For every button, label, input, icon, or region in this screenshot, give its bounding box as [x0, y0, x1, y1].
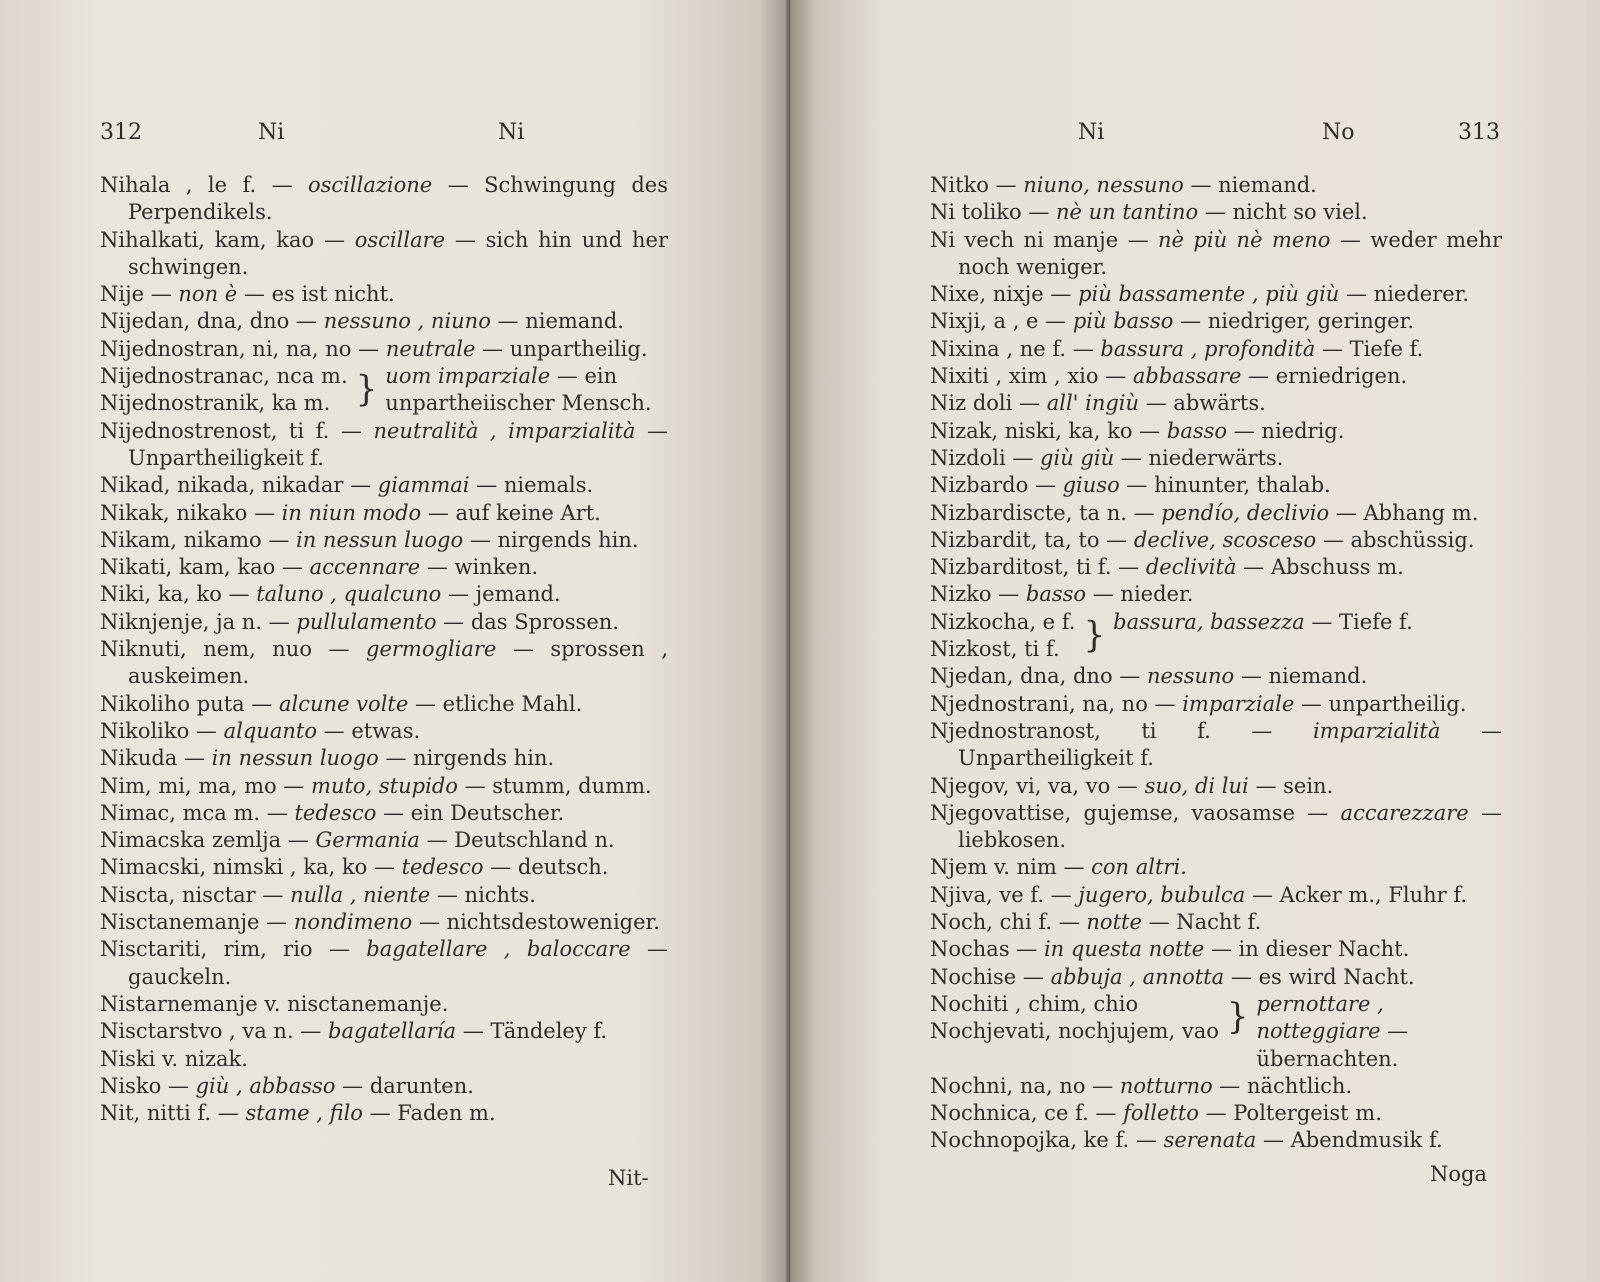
dictionary-entry [100, 636, 668, 691]
entry-headword: Ni toliko — [930, 200, 1050, 225]
catchword: Noga [1430, 1162, 1487, 1186]
entry-german: — winken. [426, 555, 539, 580]
dictionary-entry [100, 1018, 668, 1045]
entry-german: — Unpartheiligkeit f. [128, 418, 669, 470]
entry-headword: Nochnopojka, ke f. — [930, 1128, 1157, 1153]
dictionary-entry [930, 936, 1502, 963]
entry-headword: Nikad, nikada, nikadar — [100, 473, 372, 498]
entry-german: — sein. [1255, 773, 1334, 798]
entry-italian: muto, stupido [311, 773, 458, 798]
entry-italian: accennare [309, 555, 421, 580]
dictionary-entry [930, 418, 1502, 445]
entry-headword: Nistarnemanje v. nisctanemanje. [100, 991, 449, 1016]
entry-german: — abschüssig. [1322, 527, 1475, 552]
entry-italian: abbuja , annotta [1050, 964, 1225, 989]
dictionary-entry [930, 964, 1502, 991]
entry-headword: Nijednostranik, ka m. [100, 391, 331, 416]
entry-headword: Nihala , le f. — [100, 173, 293, 197]
entry-italian: giuso [1062, 473, 1120, 498]
entry-headword: Nisko — [100, 1073, 189, 1098]
entry-headword: Niknuti, nem, nuo — [100, 637, 350, 662]
entry-headword: Nochas — [930, 937, 1038, 962]
entry-headword: Njegov, vi, va, vo — [930, 773, 1138, 798]
entry-italian: all' ingiù [1046, 391, 1140, 416]
entry-german: — deutsch. [490, 855, 609, 880]
left-page [0, 0, 790, 1282]
entry-headword: Noch, chi f. — [930, 910, 1080, 935]
running-header-right: No [1322, 120, 1355, 145]
dictionary-entry [930, 445, 1502, 472]
entry-headword: Nizkost, ti f. [930, 637, 1060, 662]
entry-headword: Nizbarditost, ti f. — [930, 555, 1140, 580]
entry-headword: Nimacska zemlja — [100, 828, 309, 853]
entry-headword: Ni vech ni manje — [930, 227, 1149, 252]
entry-headword: Njedan, dna, dno — [930, 664, 1141, 689]
dictionary-entry [930, 1127, 1502, 1154]
entry-headword: Nizak, niski, ka, ko — [930, 418, 1161, 443]
entry-headword: Nixe, nixje — [930, 282, 1072, 307]
entry-german: — es wird Nacht. [1230, 964, 1415, 989]
entry-italian: neutralità , imparzialità [373, 418, 636, 443]
entry-italian: nè un tantino [1056, 200, 1199, 225]
dictionary-entry [930, 336, 1502, 363]
right-page [790, 0, 1600, 1282]
dictionary-entry [930, 1073, 1502, 1100]
dictionary-entry [100, 991, 668, 1018]
dictionary-entry [100, 854, 668, 881]
entry-headword: Niknjenje, ja n. — [100, 609, 290, 634]
entry-german: — nicht so viel. [1204, 200, 1368, 225]
entry-german: — Tiefe f. [1321, 336, 1424, 361]
entry-headword: Niscta, nisctar — [100, 882, 284, 907]
dictionary-entry [930, 909, 1502, 936]
entry-headword: Nimacski, nimski , ka, ko — [100, 855, 395, 880]
entry-italian: suo, di lui [1144, 773, 1249, 798]
entry-italian: in questa notte [1043, 937, 1205, 962]
entry-german: — niederer. [1346, 282, 1470, 307]
entry-italian: germogliare [366, 637, 497, 662]
dictionary-entry [930, 308, 1502, 335]
dictionary-entry [100, 936, 668, 991]
entry-german: — nächtlich. [1219, 1073, 1353, 1098]
entry-italian: Germania [315, 828, 420, 853]
entry-italian: bassura , profondità [1100, 336, 1316, 361]
entry-italian: nondimeno [293, 910, 413, 935]
entry-german: — niedriger, geringer. [1180, 309, 1415, 334]
entry-german: — erniedrigen. [1248, 364, 1408, 389]
entry-headword: Nijednostranac, nca m. [100, 364, 348, 389]
entry-german: — stumm, dumm. [464, 773, 652, 798]
entry-german: — es ist nicht. [243, 282, 395, 307]
entry-headword: Njegovattise, gujemse, vaosamse — [930, 800, 1329, 825]
entry-german: — niemand. [1190, 173, 1317, 197]
entry-italian: alcune volte [279, 691, 409, 716]
catchword: Nit- [608, 1166, 649, 1190]
entry-italian: notte [1086, 910, 1142, 935]
entry-german: — weder mehr noch weniger. [958, 227, 1503, 279]
dictionary-entry [930, 281, 1502, 308]
dictionary-entry [100, 172, 668, 227]
entry-headword: Nochjevati, nochjujem, vao [930, 1019, 1219, 1044]
entry-headword: Nikam, nikamo — [100, 527, 290, 552]
entry-headword: Nochise — [930, 964, 1044, 989]
dictionary-entry [100, 527, 668, 554]
entry-italian: pendío, declivio [1161, 500, 1330, 525]
entry-german: — Deutschland n. [426, 828, 615, 853]
brace-mark: } [355, 368, 378, 411]
dictionary-entry [100, 827, 668, 854]
entry-italian: in nessun luogo [211, 746, 379, 771]
dictionary-entry [100, 909, 668, 936]
brace-entry-group [100, 363, 668, 418]
entry-italian: imparzialità [1313, 718, 1441, 743]
dictionary-entry [100, 281, 668, 308]
running-header-left: Ni [258, 120, 285, 145]
entry-headword: Nixina , ne f. — [930, 336, 1094, 361]
entry-german: — Abschuss m. [1243, 555, 1404, 580]
entry-italian: niuno, nessuno [1023, 173, 1184, 197]
entry-german: — sich hin und her schwingen. [128, 227, 668, 279]
entry-headword: Njednostranost, ti f. — [930, 718, 1273, 743]
dictionary-entry [930, 390, 1502, 417]
entry-german: — unpartheilig. [482, 336, 648, 361]
entry-german: — Tiefe f. [1311, 609, 1413, 634]
entry-italian: bagatellare , baloccare [366, 937, 631, 962]
entry-italian: declività [1145, 555, 1237, 580]
entry-italian: notturno [1119, 1073, 1213, 1098]
brace-mark: } [1226, 995, 1249, 1038]
entry-german: — hinunter, thalab. [1126, 473, 1331, 498]
entry-italian: nessuno , niuno [323, 309, 491, 334]
entry-italian: tedesco [294, 800, 377, 825]
entry-italian: bagatellaría [328, 1019, 457, 1044]
dictionary-entry [930, 718, 1502, 773]
entry-italian: in niun modo [281, 500, 422, 525]
entry-german: — Faden m. [369, 1101, 496, 1126]
running-header-left: Ni [1078, 120, 1105, 145]
entry-headword: Nikoliho puta — [100, 691, 273, 716]
entry-german: — Acker m., Fluhr f. [1251, 882, 1468, 907]
entry-italian: più bassamente , più giù [1078, 282, 1340, 307]
entry-german: — Tändeley f. [462, 1019, 608, 1044]
dictionary-entry [100, 581, 668, 608]
dictionary-entry [100, 1046, 668, 1073]
dictionary-entry [930, 227, 1502, 282]
dictionary-entry [930, 363, 1502, 390]
entry-italian: nè più nè meno [1158, 227, 1331, 252]
dictionary-entry [100, 882, 668, 909]
dictionary-entry [100, 554, 668, 581]
dictionary-entry [100, 1073, 668, 1100]
entry-headword: Nikak, nikako — [100, 500, 275, 525]
entry-german: — übernachten. [1256, 1019, 1409, 1071]
page-number: 313 [1458, 120, 1500, 145]
entry-headword: Nochni, na, no — [930, 1073, 1114, 1098]
dictionary-entry [100, 718, 668, 745]
entry-italian: pernottare , nottеggiare [1256, 991, 1384, 1044]
entry-german: — niemand. [497, 309, 624, 334]
entry-headword: Niz doli — [930, 391, 1041, 416]
entry-headword: Nisctariti, rim, rio — [100, 937, 350, 962]
entry-italian: basso [1025, 582, 1087, 607]
entry-german: — jemand. [447, 582, 561, 607]
entry-italian: più basso [1072, 309, 1174, 334]
dictionary-entry [100, 500, 668, 527]
entry-headword: Niski v. nizak. [100, 1046, 248, 1071]
dictionary-entry [100, 472, 668, 499]
dictionary-entry [930, 773, 1502, 800]
entry-german: — niemals. [476, 473, 594, 498]
dictionary-entry [100, 800, 668, 827]
entry-german: — ein Deutscher. [383, 800, 565, 825]
entry-italian: non è [178, 282, 238, 307]
dictionary-entry [930, 199, 1502, 226]
entry-italian: giù , abbasso [195, 1073, 336, 1098]
entry-headword: Nikoliko — [100, 718, 217, 743]
dictionary-entry [930, 527, 1502, 554]
entry-italian: stame , filo [245, 1101, 363, 1126]
dictionary-entry [100, 336, 668, 363]
entry-german: — unpartheilig. [1300, 691, 1467, 716]
entry-headword: Nisctarstvo , va n. — [100, 1019, 322, 1044]
dictionary-entry [930, 172, 1502, 199]
dictionary-entry [100, 745, 668, 772]
brace-entry-group [930, 991, 1502, 1073]
entry-headword: Njem v. nim — [930, 855, 1085, 880]
entry-headword: Nije — [100, 282, 172, 307]
dictionary-entry [930, 691, 1502, 718]
entry-german: — etliche Mahl. [414, 691, 583, 716]
entry-german: — Schwingung des Perpendikels. [128, 173, 668, 225]
entry-headword: Nit, nitti f. — [100, 1101, 239, 1126]
entry-german: — in dieser Nacht. [1210, 937, 1410, 962]
entry-headword: Niki, ka, ko — [100, 582, 250, 607]
entry-german: — etwas. [323, 718, 421, 743]
entry-italian: nulla , niente [290, 882, 431, 907]
entry-headword: Nixiti , xim , xio — [930, 364, 1127, 389]
entry-german: — sprossen , auskeimen. [128, 637, 668, 689]
brace-entry-group [930, 609, 1502, 664]
entry-german: — niederwärts. [1120, 445, 1284, 470]
brace-mark: } [1083, 613, 1106, 656]
entry-german: — abwärts. [1145, 391, 1266, 416]
entry-german: — niedrig. [1233, 418, 1345, 443]
entry-german: — nirgends hin. [385, 746, 555, 771]
entry-headword: Nijednostran, ni, na, no — [100, 336, 380, 361]
entry-italian: imparziale [1182, 691, 1295, 716]
entry-headword: Nochnica, ce f. — [930, 1101, 1117, 1126]
dictionary-entry [930, 854, 1502, 881]
dictionary-entry [930, 500, 1502, 527]
dictionary-entry [930, 554, 1502, 581]
entry-headword: Nizbardiscte, ta n. — [930, 500, 1155, 525]
dictionary-entry [930, 882, 1502, 909]
entry-headword: Nitko — [930, 173, 1017, 197]
entry-italian: folletto [1123, 1101, 1199, 1126]
dictionary-entry [100, 308, 668, 335]
entry-headword: Nihalkati, kam, kao — [100, 227, 345, 252]
entry-italian: con altri. [1091, 855, 1187, 880]
dictionary-entry [100, 1100, 668, 1127]
entry-italian: pullulamento [296, 609, 437, 634]
dictionary-entry [930, 663, 1502, 690]
entry-headword: Nisctanemanje — [100, 910, 288, 935]
entry-italian: bassura, bassezza [1113, 609, 1305, 634]
entry-german: — Abendmusik f. [1262, 1128, 1443, 1153]
entry-german: — auf keine Art. [427, 500, 601, 525]
dictionary-entry [930, 472, 1502, 499]
entry-italian: oscillare [354, 227, 446, 252]
dictionary-entry [930, 1100, 1502, 1127]
entry-italian: taluno , qualcuno [256, 582, 442, 607]
entry-german: — das Sprossen. [443, 609, 619, 634]
running-header-right: Ni [498, 120, 525, 145]
entry-italian: jugero, bubulca [1078, 882, 1246, 907]
entry-headword: Nikati, kam, kao — [100, 555, 303, 580]
entry-italian: neutrale [385, 336, 476, 361]
entry-headword: Njiva, ve f. — [930, 882, 1072, 907]
entry-german: — nichtsdestoweniger. [418, 910, 660, 935]
entry-headword: Nijednostrenost, ti f. — [100, 418, 362, 443]
entry-italian: uom imparziale [385, 364, 551, 389]
entry-headword: Nizkocha, e f. [930, 609, 1076, 634]
entry-german: — niemand. [1240, 664, 1368, 689]
entry-headword: Njednostrani, na, no — [930, 691, 1176, 716]
entry-headword: Nikuda — [100, 746, 205, 771]
entry-italian: giammai [377, 473, 470, 498]
entry-german: — gauckeln. [128, 937, 668, 989]
entry-german: — Abhang m. [1335, 500, 1479, 525]
entry-italian: accarezzare [1340, 800, 1469, 825]
entry-italian: giù giù [1040, 445, 1115, 470]
entry-italian: declive, scosceso [1133, 527, 1317, 552]
entry-italian: serenata [1163, 1128, 1257, 1153]
dictionary-entries [100, 172, 668, 1127]
entry-headword: Nimac, mca m. — [100, 800, 288, 825]
dictionary-entry [100, 773, 668, 800]
entry-italian: oscillazione [308, 173, 433, 197]
entry-headword: Nizbardit, ta, to — [930, 527, 1128, 552]
entry-german: — Nacht f. [1148, 910, 1262, 935]
entry-headword: Nijedan, dna, dno — [100, 309, 317, 334]
entry-german: — Unpartheiligkeit f. [958, 718, 1502, 771]
entry-headword: Nim, mi, ma, mo — [100, 773, 305, 798]
entry-italian: nessuno [1146, 664, 1235, 689]
entry-german: — nieder. [1092, 582, 1194, 607]
entry-italian: in nessun luogo [296, 527, 464, 552]
page-number: 312 [100, 120, 142, 145]
entry-german: — nirgends hin. [469, 527, 639, 552]
dictionary-entries [930, 172, 1502, 1155]
entry-headword: Nixji, a , e — [930, 309, 1067, 334]
entry-german: — Poltergeist m. [1205, 1101, 1382, 1126]
entry-headword: Nochiti , chim, chio [930, 991, 1139, 1016]
entry-italian: tedesco [401, 855, 484, 880]
dictionary-entry [100, 418, 668, 473]
entry-italian: alquanto [223, 718, 317, 743]
dictionary-entry [930, 581, 1502, 608]
dictionary-entry [100, 227, 668, 282]
entry-german: — nichts. [436, 882, 536, 907]
entry-german: — darunten. [342, 1073, 474, 1098]
entry-italian: abbassare [1132, 364, 1242, 389]
entry-italian: basso [1166, 418, 1228, 443]
dictionary-entry [100, 609, 668, 636]
entry-headword: Nizbardo — [930, 473, 1056, 498]
entry-german: — ein unpartheiischer Mensch. [385, 364, 652, 416]
dictionary-entry [100, 691, 668, 718]
entry-headword: Nizdoli — [930, 445, 1034, 470]
dictionary-entry [930, 800, 1502, 855]
entry-headword: Nizko — [930, 582, 1020, 607]
entry-german: — liebkosen. [958, 800, 1502, 853]
